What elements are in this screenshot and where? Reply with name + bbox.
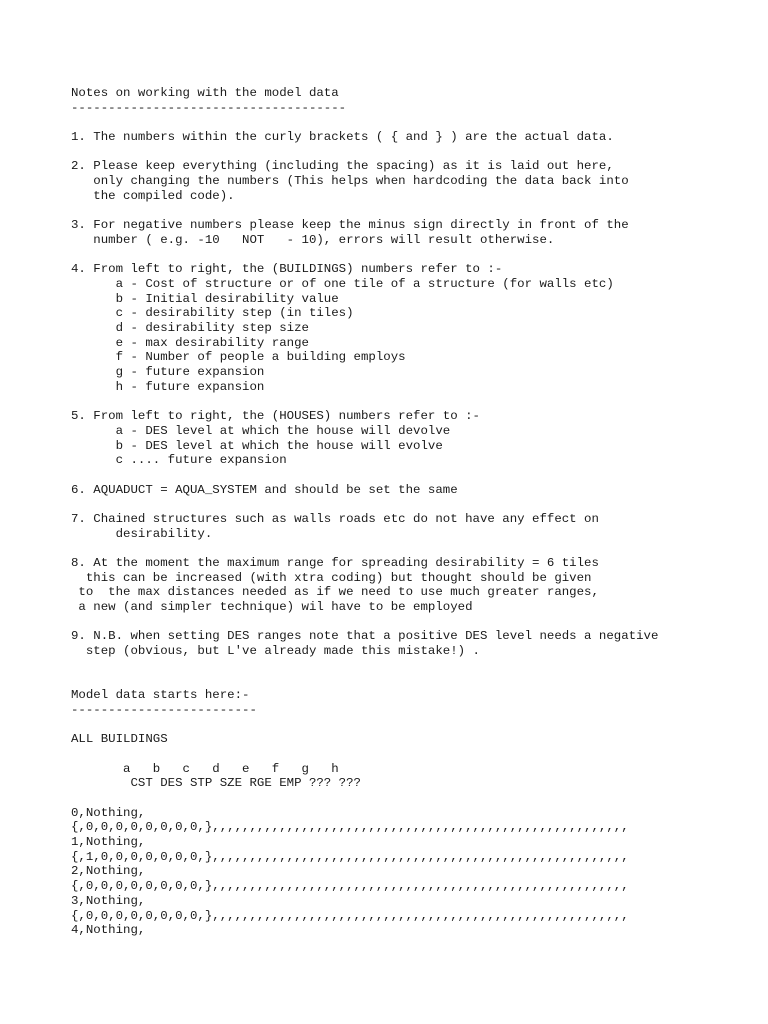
text-line: 4,Nothing, bbox=[71, 923, 146, 938]
text-line: b - DES level at which the house will evolve bbox=[71, 438, 443, 453]
text-line: 5. From left to right, the (HOUSES) numbers refer to :- bbox=[71, 409, 480, 424]
text-line: 1,Nothing, bbox=[71, 835, 146, 850]
text-line bbox=[71, 541, 761, 556]
text-line bbox=[71, 145, 761, 160]
text-line: 2,Nothing, bbox=[71, 864, 146, 879]
text-line: 8. At the moment the maximum range for spreading desirability = 6 tiles bbox=[71, 556, 599, 570]
text-line bbox=[71, 115, 761, 130]
text-line: 3,Nothing, bbox=[71, 893, 146, 908]
text-line: a b c d e f g h bbox=[71, 761, 339, 776]
text-line: {,0,0,0,0,0,0,0,0,},,,,,,,,,,,,,,,,,,,,,,,,,,,,,,,,,,,,,,,,,,,,,,,,,,,,,,,, bbox=[71, 820, 629, 835]
text-line: Notes on working with the model data bbox=[71, 86, 339, 100]
text-line bbox=[71, 615, 761, 630]
text-line: a new (and simpler technique) wil have to be employed bbox=[71, 600, 473, 615]
text-line: 1. The numbers within the curly brackets ( { and } ) are the actual data. bbox=[71, 130, 614, 145]
text-line: h - future expansion bbox=[71, 379, 265, 394]
text-line bbox=[71, 659, 761, 674]
text-line: only changing the numbers (This helps when hardcoding the data back into bbox=[71, 174, 629, 189]
text-line: c .... future expansion bbox=[71, 453, 287, 468]
text-line bbox=[71, 204, 761, 219]
text-line bbox=[71, 718, 761, 733]
document-text bbox=[71, 86, 761, 938]
text-line: 2. Please keep everything (including the spacing) as it is laid out here, bbox=[71, 159, 614, 174]
text-line: desirability. bbox=[71, 526, 213, 541]
text-line: 4. From left to right, the (BUILDINGS) numbers refer to :- bbox=[71, 262, 503, 277]
text-line: 6. AQUADUCT = AQUA_SYSTEM and should be set the same bbox=[71, 482, 458, 497]
text-line: {,0,0,0,0,0,0,0,0,},,,,,,,,,,,,,,,,,,,,,,,,,,,,,,,,,,,,,,,,,,,,,,,,,,,,,,,, bbox=[71, 908, 629, 923]
text-line: to the max distances needed as if we need to use much greater ranges, bbox=[71, 585, 599, 600]
text-line: b - Initial desirability value bbox=[71, 291, 339, 306]
text-line bbox=[71, 248, 761, 263]
text-line: CST DES STP SZE RGE EMP ??? ??? bbox=[71, 776, 361, 791]
text-line bbox=[71, 791, 761, 806]
text-line bbox=[71, 497, 761, 512]
text-line: d - desirability step size bbox=[71, 321, 309, 335]
text-line: c - desirability step (in tiles) bbox=[71, 306, 354, 321]
text-line: the compiled code). bbox=[71, 188, 235, 203]
text-line: {,0,0,0,0,0,0,0,0,},,,,,,,,,,,,,,,,,,,,,,,,,,,,,,,,,,,,,,,,,,,,,,,,,,,,,,,, bbox=[71, 879, 629, 894]
text-line: ------------------------------------- bbox=[71, 100, 347, 115]
text-line bbox=[71, 394, 761, 409]
text-line: {,1,0,0,0,0,0,0,0,},,,,,,,,,,,,,,,,,,,,,,,,,,,,,,,,,,,,,,,,,,,,,,,,,,,,,,,, bbox=[71, 849, 629, 864]
text-line: ALL BUILDINGS bbox=[71, 732, 168, 747]
text-line: 9. N.B. when setting DES ranges note that a positive DES level needs a negative bbox=[71, 629, 659, 644]
text-line: 7. Chained structures such as walls roads etc do not have any effect on bbox=[71, 511, 599, 526]
text-line bbox=[71, 674, 761, 689]
text-line: f - Number of people a building employs bbox=[71, 350, 406, 365]
text-line: ------------------------- bbox=[71, 702, 257, 717]
text-line: Model data starts here:- bbox=[71, 688, 250, 703]
text-line: 0,Nothing, bbox=[71, 805, 146, 820]
text-line: 3. For negative numbers please keep the minus sign directly in front of the bbox=[71, 218, 629, 233]
text-line: number ( e.g. -10 NOT - 10), errors will result otherwise. bbox=[71, 232, 555, 247]
text-line: a - DES level at which the house will devolve bbox=[71, 423, 451, 438]
text-line: g - future expansion bbox=[71, 365, 265, 380]
text-line: a - Cost of structure or of one tile of a structure (for walls etc) bbox=[71, 276, 614, 291]
text-line: e - max desirability range bbox=[71, 335, 309, 350]
text-line bbox=[71, 747, 761, 762]
text-line bbox=[71, 468, 761, 483]
text-line: this can be increased (with xtra coding) but thought should be given bbox=[71, 570, 592, 585]
text-line: step (obvious, but L've already made this mistake!) . bbox=[71, 644, 480, 659]
